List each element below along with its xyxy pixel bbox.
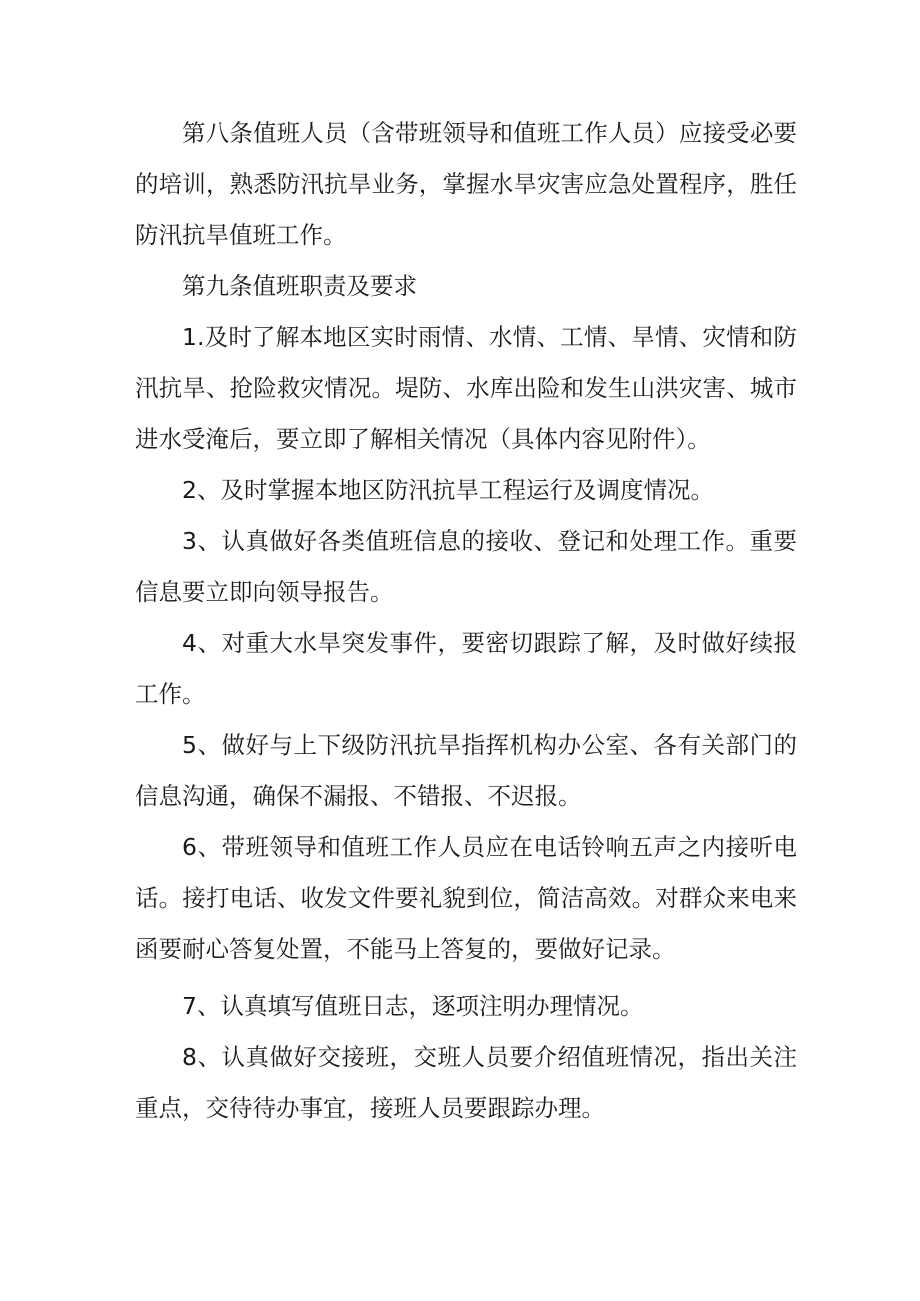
paragraph-article-8: 第八条值班人员（含带班领导和值班工作人员）应接受必要的培训，熟悉防汛抗旱业务，掌握水旱灾害应急处置程序，胜任防汛抗旱值班工作。 [135,119,797,249]
paragraph-item-1: 1.及时了解本地区实时雨情、水情、工情、旱情、灾情和防汛抗旱、抢险救灾情况。堤防、水库出险和发生山洪灾害、城市进水受淹后，要立即了解相关情况（具体内容见附件）。 [135,323,797,453]
paragraph-item-2: 2、及时掌握本地区防汛抗旱工程运行及调度情况。 [182,476,714,504]
paragraph-item-3: 3、认真做好各类值班信息的接收、登记和处理工作。重要信息要立即向领导报告。 [135,527,797,606]
document-body [135,108,797,1134]
paragraph-item-6: 6、带班领导和值班工作人员应在电话铃响五声之内接听电话。接打电话、收发文件要礼貌到位，简洁高效。对群众来电来函要耐心答复处置，不能马上答复的，要做好记录。 [135,833,797,963]
paragraph-item-8: 8、认真做好交接班，交班人员要介绍值班情况，指出关注重点，交待待办事宜，接班人员要跟踪办理。 [135,1043,797,1122]
paragraph-item-7: 7、认真填写值班日志，逐项注明办理情况。 [182,992,644,1020]
paragraph-article-9-heading: 第九条值班职责及要求 [182,272,417,300]
paragraph-item-5: 5、做好与上下级防汛抗旱指挥机构办公室、各有关部门的信息沟通，确保不漏报、不错报、不迟报。 [135,731,797,810]
paragraph-item-4: 4、对重大水旱突发事件，要密切跟踪了解，及时做好续报工作。 [135,629,797,708]
